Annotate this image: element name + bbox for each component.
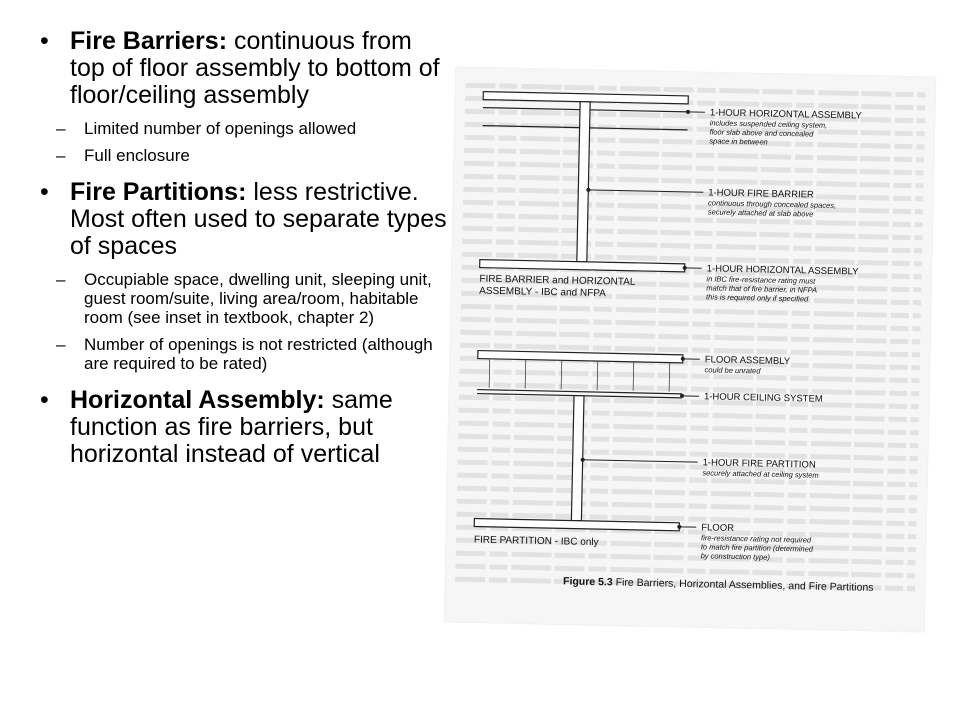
callout-description: continuous through concealed spaces,: [707, 198, 837, 211]
callout-description: this is required only if specified: [706, 292, 809, 304]
background-text-line: [459, 397, 919, 407]
background-text-line: [460, 332, 920, 342]
figure-diagram: [444, 67, 936, 632]
leader-line: [583, 460, 698, 462]
background-text-line: [464, 163, 924, 173]
leader-dot: [686, 110, 690, 114]
background-text-line: [465, 124, 925, 134]
bullet-text: continuous from top of floor assembly to bottom of floor/ceiling assembly: [70, 27, 440, 109]
background-text-line: [464, 176, 924, 186]
background-text-line: [458, 462, 918, 472]
background-text-line: [457, 475, 917, 485]
background-text-line: [457, 488, 917, 498]
background-text-line: [458, 449, 918, 459]
bullet-term: Horizontal Assembly:: [70, 386, 325, 414]
bullet-item: [40, 28, 450, 109]
background-text-line: [464, 150, 924, 160]
callout-title: 1-HOUR HORIZONTAL ASSEMBLY: [709, 107, 862, 122]
bullet-item: [40, 387, 450, 468]
callout-title: 1-HOUR CEILING SYSTEM: [703, 391, 823, 405]
joist-line: [489, 359, 490, 388]
callout-title: 1-HOUR FIRE PARTITION: [702, 457, 816, 471]
background-text-line: [463, 202, 923, 212]
sub-bullet-item: – Occupiable space, dwelling unit, sleeping unit, guest room/suite, living area/room, habitable room (see inset in textbook, chapter 2): [40, 270, 450, 327]
background-text-line: [461, 306, 921, 316]
background-text-line: [456, 553, 916, 563]
sub-bullet-list: [40, 270, 450, 373]
bullet-item: [40, 179, 450, 260]
figure-scan: [444, 67, 936, 632]
background-text-line: [463, 215, 923, 225]
background-text-line: [459, 410, 919, 420]
callout-title: 1-HOUR HORIZONTAL ASSEMBLY: [706, 263, 859, 278]
sub-bullet-item: – Number of openings is not restricted (although are required to be rated): [40, 335, 450, 373]
bullet-term: Fire Partitions:: [70, 178, 247, 206]
figure-caption-number: Figure 5.3: [562, 575, 613, 589]
callout-description: could be unrated: [704, 365, 761, 376]
callout-description: to match fire partition (determined: [700, 542, 814, 554]
background-text-line: [455, 566, 915, 576]
background-text-line: [464, 137, 924, 147]
background-text-line: [459, 371, 919, 381]
callout-description: in IBC fire-resistance rating must: [706, 274, 816, 286]
callout-description: includes suspended ceiling system,: [709, 118, 828, 130]
bullet-text: same function as fire barriers, but horizontal instead of vertical: [70, 386, 393, 468]
background-text-line: [458, 423, 918, 433]
callout-description: space in between: [709, 136, 768, 147]
background-text-line: [459, 384, 919, 394]
bullet-list: [40, 28, 450, 474]
diagram-label-top: FIRE BARRIER and HORIZONTAL: [479, 273, 636, 288]
diagram-label-bottom: FIRE PARTITION - IBC only: [473, 534, 599, 549]
figure-caption: [563, 575, 874, 593]
callout-description: by construction type): [700, 551, 770, 562]
callout-title: FLOOR: [701, 522, 735, 534]
sub-bullet-item: – Full enclosure: [40, 146, 450, 165]
callout-description: match that of fire barrier, in NFPA: [706, 283, 818, 295]
background-text-line: [457, 501, 917, 511]
background-text-line: [463, 189, 923, 199]
bullet-term: Fire Barriers:: [70, 27, 228, 55]
bullet-text: less restrictive. Most often used to separate types of spaces: [70, 178, 447, 260]
figure-caption-text: Fire Barriers, Horizontal Assemblies, and Fire Partitions: [612, 576, 874, 594]
background-text-line: [462, 241, 922, 251]
callout-title: FLOOR ASSEMBLY: [704, 354, 791, 368]
background-text-line: [462, 228, 922, 238]
sub-bullet-item: – Limited number of openings allowed: [40, 119, 450, 138]
sub-bullet-list: [40, 119, 450, 165]
callout-description: securely attached at ceiling system: [702, 468, 819, 480]
callout-title: 1-HOUR FIRE BARRIER: [708, 187, 814, 201]
background-text-line: [461, 319, 921, 329]
callout-description: securely attached at slab above: [707, 207, 814, 219]
callout-description: floor slab above and concealed: [709, 127, 814, 139]
background-text-line: [458, 436, 918, 446]
diagram-label-top: ASSEMBLY - IBC and NFPA: [479, 285, 606, 300]
callout-description: fire-resistance rating not required: [700, 533, 812, 545]
